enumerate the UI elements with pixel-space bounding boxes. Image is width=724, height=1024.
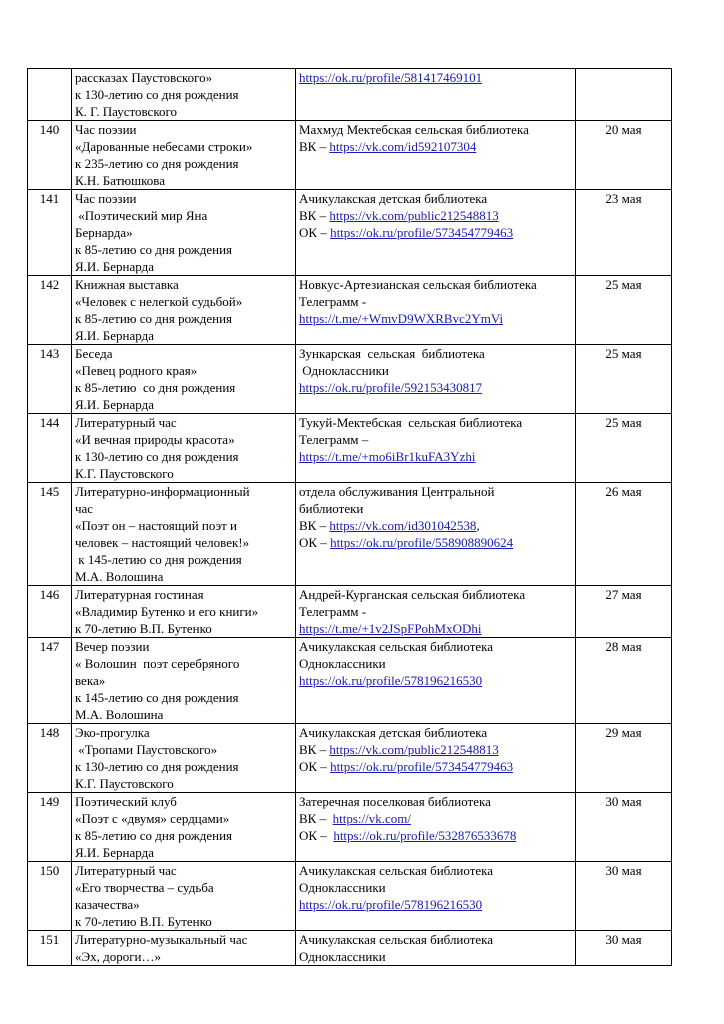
venue-line [299,345,572,362]
venue-line [299,586,572,603]
event-line: К.Н. Батюшкова [75,173,166,188]
venue-line [299,810,572,827]
venue-line [299,293,572,310]
row-number: 151 [28,931,72,966]
venue-line [299,138,572,155]
venue-line [299,500,572,517]
event-cell [72,414,296,483]
event-line: Я.И. Бернарда [75,328,154,343]
venue-line [299,724,572,741]
event-cell [72,121,296,190]
event-line: к 130-летию со дня рождения [75,759,239,774]
event-cell [72,483,296,586]
event-line: Беседа [75,346,113,361]
event-line: Час поэзии [75,191,137,206]
profile-link[interactable]: https://ok.ru/profile/578196216530 [299,673,483,688]
event-date: 27 мая [576,586,672,638]
row-number: 147 [28,638,72,724]
venue-text: ОК – [299,828,334,843]
event-cell [72,862,296,931]
profile-link[interactable]: https://vk.com/id301042538 [329,518,477,533]
table-row [28,793,672,862]
event-line: К. Г. Паустовского [75,104,177,119]
table-row [28,483,672,586]
venue-line [299,310,572,327]
event-line: «Владимир Бутенко и его книги» [75,604,259,619]
venue-line [299,362,572,379]
event-line: к 85-летию со дня рождения [75,311,233,326]
profile-link[interactable]: https://t.me/+mo6iBr1kuFA3Yzhi [299,449,476,464]
venue-text: ОК – [299,225,331,240]
table-row [28,69,672,121]
event-line: «Дарованные небесами строки» [75,139,253,154]
venue-line [299,758,572,775]
venue-text: Телеграмм - [299,294,367,309]
row-number: 143 [28,345,72,414]
venue-line [299,431,572,448]
venue-line [299,448,572,465]
profile-link[interactable]: https://ok.ru/profile/581417469101 [299,70,483,85]
events-table-body [28,69,672,966]
event-line: Поэтический клуб [75,794,177,809]
row-number [28,69,72,121]
venue-text: ВК – [299,139,330,154]
venue-line [299,207,572,224]
row-number: 149 [28,793,72,862]
table-row [28,345,672,414]
event-line: «Его творчества – судьба [75,880,214,895]
venue-cell [296,69,576,121]
venue-text: Одноклассники [299,656,386,671]
venue-line [299,414,572,431]
event-cell [72,345,296,414]
event-cell [72,638,296,724]
venue-cell [296,931,576,966]
event-line: Книжная выставка [75,277,179,292]
row-number: 148 [28,724,72,793]
event-line: человек – настоящий человек!» [75,535,250,550]
venue-line [299,879,572,896]
venue-line [299,276,572,293]
event-line: к 85-летию со дня рождения [75,828,233,843]
row-number: 146 [28,586,72,638]
venue-line [299,224,572,241]
venue-line [299,896,572,913]
venue-text: Ачикулакская сельская библиотека [299,639,494,654]
table-row [28,276,672,345]
event-date: 29 мая [576,724,672,793]
profile-link[interactable]: https://ok.ru/profile/573454779463 [330,759,514,774]
profile-link[interactable]: https://t.me/+1v2JSpFPohMxODhi [299,621,482,636]
row-number: 150 [28,862,72,931]
venue-text: Тукуй-Мектебская сельская библиотека [299,415,523,430]
row-number: 141 [28,190,72,276]
table-row [28,862,672,931]
venue-line [299,603,572,620]
venue-text: Одноклассники [299,363,389,378]
event-date: 25 мая [576,276,672,345]
profile-link[interactable]: https://vk.com/id592107304 [329,139,477,154]
event-line: «И вечная природы красота» [75,432,235,447]
event-line: М.А. Волошина [75,569,164,584]
profile-link[interactable]: https://ok.ru/profile/573454779463 [330,225,514,240]
venue-text: Затеречная поселковая библиотека [299,794,491,809]
event-line: «Певец родного края» [75,363,198,378]
venue-line [299,672,572,689]
event-line: к 85-летию со дня рождения [75,380,236,395]
event-line: к 145-летию со дня рождения [75,552,242,567]
event-line: Вечер поэзии [75,639,150,654]
profile-link[interactable]: https://vk.com/ [332,811,411,826]
event-line: Эко-прогулка [75,725,150,740]
table-row [28,638,672,724]
venue-line [299,793,572,810]
event-line: к 130-летию со дня рождения [75,87,239,102]
venue-text: отдела обслуживания Центральной [299,484,495,499]
table-row [28,414,672,483]
table-row [28,931,672,966]
venue-text: Одноклассники [299,880,386,895]
event-cell [72,724,296,793]
venue-line [299,741,572,758]
venue-cell [296,483,576,586]
row-number: 140 [28,121,72,190]
venue-text: Одноклассники [299,949,386,964]
event-date [576,69,672,121]
venue-cell [296,345,576,414]
event-line: Литературно-информационный [75,484,250,499]
venue-line [299,862,572,879]
event-date: 20 мая [576,121,672,190]
venue-text: Телеграмм – [299,432,369,447]
venue-line [299,517,572,534]
event-line: М.А. Волошина [75,707,164,722]
venue-cell [296,190,576,276]
venue-text: Ачикулакская сельская библиотека [299,932,494,947]
venue-text: ВК – [299,518,330,533]
event-line: «Поэт он – настоящий поэт и [75,518,238,533]
venue-text: Андрей-Курганская сельская библиотека [299,587,526,602]
event-date: 26 мая [576,483,672,586]
venue-cell [296,586,576,638]
event-line: Литературный час [75,415,177,430]
event-line: к 130-летию со дня рождения [75,449,239,464]
event-line: Литературная гостиная [75,587,204,602]
venue-cell [296,638,576,724]
event-line: час [75,501,94,516]
event-date: 25 мая [576,345,672,414]
event-line: К.Г. Паустовского [75,466,174,481]
profile-link[interactable]: https://vk.com/public212548813 [329,742,499,757]
event-date: 30 мая [576,862,672,931]
events-table [27,68,672,966]
venue-line [299,931,572,948]
venue-text: Ачикулакская сельская библиотека [299,863,494,878]
profile-link[interactable]: https://ok.ru/profile/592153430817 [299,380,483,395]
venue-line [299,655,572,672]
event-line: К.Г. Паустовского [75,776,174,791]
event-line: Литературный час [75,863,177,878]
profile-link[interactable]: https://ok.ru/profile/558908890624 [330,535,514,550]
event-line: века» [75,673,106,688]
event-line: Я.И. Бернарда [75,397,154,412]
event-line: к 235-летию со дня рождения [75,156,239,171]
event-line: Бернарда» [75,225,133,240]
venue-line [299,483,572,500]
venue-text: ВК – [299,208,330,223]
venue-cell [296,793,576,862]
table-row [28,121,672,190]
venue-cell [296,414,576,483]
venue-line [299,827,572,844]
event-cell [72,276,296,345]
event-line: «Поэтический мир Яна [75,208,208,223]
event-line: к 145-летию со дня рождения [75,690,239,705]
row-number: 144 [28,414,72,483]
event-line: к 70-летию В.П. Бутенко [75,914,212,929]
profile-link[interactable]: https://vk.com/public212548813 [329,208,499,223]
event-cell [72,190,296,276]
venue-text: Ачикулакская детская библиотека [299,725,488,740]
table-row [28,586,672,638]
venue-text: Махмуд Мектебская сельская библиотека [299,122,529,137]
venue-line [299,948,572,965]
table-row [28,190,672,276]
event-cell [72,586,296,638]
event-line: Литературно-музыкальный час [75,932,248,947]
event-line: «Эх, дороги…» [75,949,161,964]
row-number: 145 [28,483,72,586]
event-line: Я.И. Бернарда [75,845,154,860]
event-cell [72,793,296,862]
venue-text: Ачикулакская детская библиотека [299,191,488,206]
venue-text: ОК – [299,759,331,774]
profile-link[interactable]: https://ok.ru/profile/578196216530 [299,897,483,912]
venue-line [299,638,572,655]
event-line: рассказах Паустовского» [75,70,213,85]
venue-line [299,379,572,396]
event-line: « Волошин поэт серебряного [75,656,240,671]
venue-text: ВК – [299,811,333,826]
event-line: Час поэзии [75,122,137,137]
event-line: к 85-летию со дня рождения [75,242,233,257]
profile-link[interactable]: https://t.me/+WmvD9WXRBvc2YmVi [299,311,504,326]
event-date: 30 мая [576,931,672,966]
event-line: к 70-летию В.П. Бутенко [75,621,212,636]
venue-cell [296,862,576,931]
event-date: 25 мая [576,414,672,483]
event-date: 30 мая [576,793,672,862]
venue-cell [296,724,576,793]
venue-line [299,190,572,207]
venue-cell [296,121,576,190]
event-cell [72,69,296,121]
venue-suffix: , [476,518,480,533]
event-line: «Человек с нелегкой судьбой» [75,294,243,309]
profile-link[interactable]: https://ok.ru/profile/532876533678 [333,828,517,843]
venue-text: библиотеки [299,501,364,516]
venue-line [299,620,572,637]
venue-text: Новкус-Артезианская сельская библиотека [299,277,537,292]
venue-text: ВК – [299,742,330,757]
venue-text: Телеграмм - [299,604,367,619]
event-cell [72,931,296,966]
event-line: «Поэт с «двумя» сердцами» [75,811,230,826]
venue-line [299,121,572,138]
event-date: 23 мая [576,190,672,276]
event-line: казачества» [75,897,140,912]
table-row [28,724,672,793]
venue-text: ОК – [299,535,331,550]
row-number: 142 [28,276,72,345]
venue-line [299,69,572,86]
event-line: «Тропами Паустовского» [75,742,218,757]
venue-cell [296,276,576,345]
event-date: 28 мая [576,638,672,724]
event-line: Я.И. Бернарда [75,259,154,274]
venue-line [299,534,572,551]
venue-text: Зункарская сельская библиотека [299,346,485,361]
